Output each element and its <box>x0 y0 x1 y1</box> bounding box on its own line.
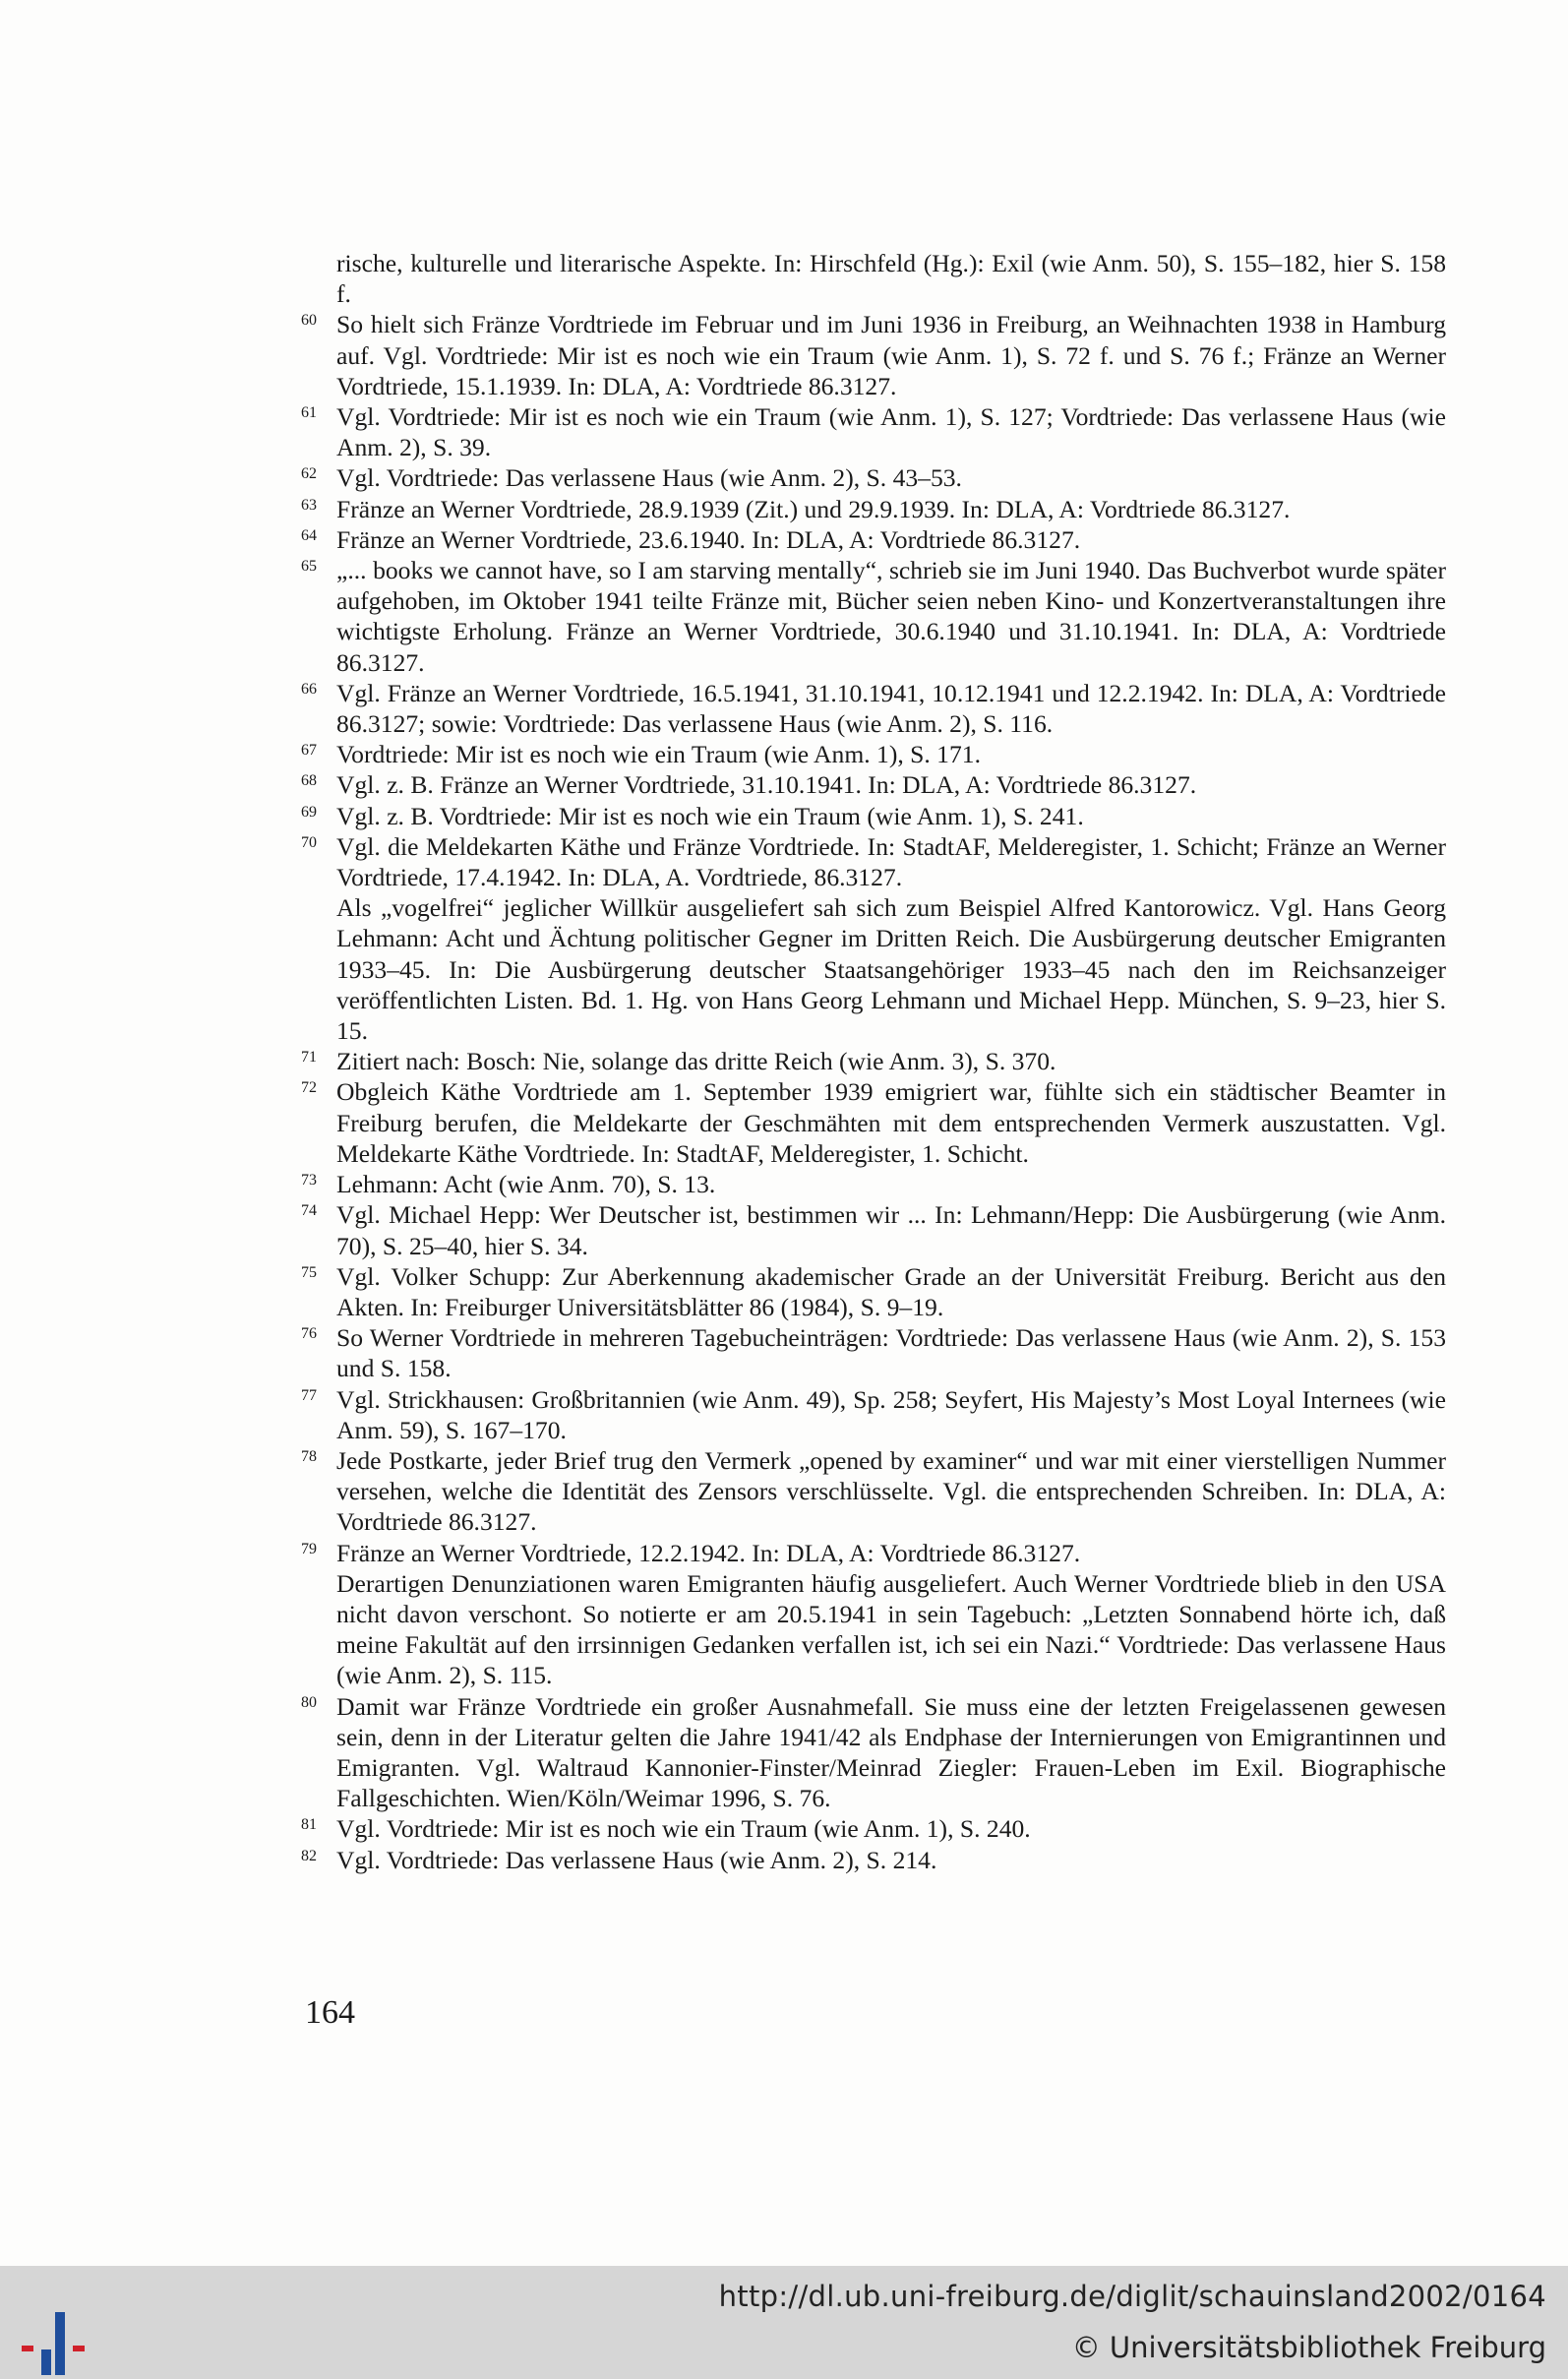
footnote-66 <box>301 678 1446 739</box>
library-logo-icon <box>20 2312 98 2375</box>
footnote-text: Damit war Fränze Vordtriede ein großer Ausnahmefall. Sie muss eine der letzten Freigelassenen gewesen sein, denn in der Literatur gelten die Jahre 1941/42 als Endphase der Internierungen von Emigrantinnen und Emigranten. Vgl. Waltraud Kannonier-Finster/Meinrad Ziegler: Frauen-Leben im Exil. Biographische Fallgeschichten. Wien/Köln/Weimar 1996, S. 76. <box>336 1691 1446 1813</box>
footnote-text: Vgl. Vordtriede: Mir ist es noch wie ein Traum (wie Anm. 1), S. 240. <box>336 1814 1031 1844</box>
footnote-74 <box>301 1199 1446 1260</box>
footnote-number: 77 <box>301 1386 317 1404</box>
footnote-continuation <box>301 248 1446 309</box>
footnote-61 <box>301 401 1446 462</box>
footnote-text: Vgl. Fränze an Werner Vordtriede, 16.5.1941, 31.10.1941, 10.12.1941 und 12.2.1942. In: DLA, A: Vordtriede 86.3127; sowie: Vordtriede: Das verlassene Haus (wie Anm. 2), S. 116. <box>336 678 1446 739</box>
page-number: 164 <box>305 1994 355 2031</box>
footnote-70 <box>301 831 1446 1046</box>
footnote-number: 67 <box>301 742 317 760</box>
footnote-62 <box>301 462 1446 493</box>
footnote-63 <box>301 494 1446 524</box>
footnote-text: Vgl. die Meldekarten Käthe und Fränze Vordtriede. In: StadtAF, Melderegister, 1. Schicht; Fränze an Werner Vordtriede, 17.4.1942. In: DLA, A. Vordtriede, 86.3127. <box>336 831 1446 892</box>
footnote-text: Vgl. Vordtriede: Das verlassene Haus (wie Anm. 2), S. 214. <box>336 1845 937 1874</box>
footnote-78 <box>301 1445 1446 1538</box>
footnote-65 <box>301 555 1446 678</box>
footnote-number: 72 <box>301 1079 317 1097</box>
footnote-67 <box>301 739 1446 769</box>
footnote-number: 82 <box>301 1847 317 1864</box>
footnote-text-continued: Derartigen Denunziationen waren Emigranten häufig ausgeliefert. Auch Werner Vordtriede blieb in den USA nicht davon verschont. So notierte er am 20.5.1941 in sein Tagebuch: „Letzten Sonnabend hörte ich, daß meine Fakultät auf den irrsinnigen Gedanken verfallen ist, ich sei ein Nazi.“ Vordtriede: Das verlassene Haus (wie Anm. 2), S. 115. <box>336 1568 1446 1690</box>
footnote-number: 75 <box>301 1263 317 1281</box>
footnote-69 <box>301 801 1446 831</box>
footnote-number: 70 <box>301 833 317 851</box>
footnote-number: 69 <box>301 803 317 821</box>
footnotes <box>301 248 1446 1875</box>
footnote-number: 61 <box>301 404 317 422</box>
footnote-text: Zitiert nach: Bosch: Nie, solange das dritte Reich (wie Anm. 3), S. 370. <box>336 1047 1056 1076</box>
footnote-72 <box>301 1076 1446 1169</box>
footnote-number: 71 <box>301 1049 317 1067</box>
footnote-text-continued: Als „vogelfrei“ jeglicher Willkür ausgeliefert sah sich zum Beispiel Alfred Kantorowicz. Vgl. Hans Georg Lehmann: Acht und Ächtung politischer Gegner im Dritten Reich. Die Ausbürgerung deutscher Emigranten 1933–45. In: Die Ausbürgerung deutscher Staatsangehöriger 1933–45 nach den im Reichsanzeiger veröffentlichten Listen. Bd. 1. Hg. von Hans Georg Lehmann und Michael Hepp. München, S. 9–23, hier S. 15. <box>336 893 1446 1046</box>
footnote-text: Vordtriede: Mir ist es noch wie ein Traum (wie Anm. 1), S. 171. <box>336 740 981 769</box>
footnote-77 <box>301 1384 1446 1445</box>
footnote-number: 80 <box>301 1693 317 1711</box>
footnote-81 <box>301 1813 1446 1844</box>
footnote-71 <box>301 1046 1446 1076</box>
footnote-text: Lehmann: Acht (wie Anm. 70), S. 13. <box>336 1170 716 1199</box>
footnote-number: 60 <box>301 312 317 330</box>
footnote-number: 73 <box>301 1172 317 1190</box>
footnote-text: Vgl. z. B. Vordtriede: Mir ist es noch wie ein Traum (wie Anm. 1), S. 241. <box>336 801 1084 830</box>
footnote-number: 79 <box>301 1540 317 1557</box>
footnote-text: Vgl. Volker Schupp: Zur Aberkennung akademischer Grade an der Universität Freiburg. Bericht aus den Akten. In: Freiburger Universitätsblätter 86 (1984), S. 9–19. <box>336 1261 1446 1321</box>
footnote-64 <box>301 524 1446 555</box>
footnote-text: rische, kulturelle und literarische Aspekte. In: Hirschfeld (Hg.): Exil (wie Anm. 50), S. 155–182, hier S. 158 f. <box>336 249 1446 309</box>
footnote-text: Vgl. Michael Hepp: Wer Deutscher ist, bestimmen wir ... In: Lehmann/Hepp: Die Ausbürgerung (wie Anm. 70), S. 25–40, hier S. 34. <box>336 1200 1446 1260</box>
footnote-text: Vgl. Vordtriede: Mir ist es noch wie ein Traum (wie Anm. 1), S. 127; Vordtriede: Das verlassene Haus (wie Anm. 2), S. 39. <box>336 402 1446 462</box>
permalink-link[interactable]: http://dl.ub.uni-freiburg.de/diglit/schauinsland2002/0164 <box>718 2280 1546 2313</box>
footnote-79 <box>301 1538 1446 1691</box>
footnote-text: „... books we cannot have, so I am starving mentally“, schrieb sie im Juni 1940. Das Buchverbot wurde später aufgehoben, im Oktober 1941 teilte Fränze mit, Bücher seien neben Kino- und Konzertveranstaltungen ihre wichtigste Erholung. Fränze an Werner Vordtriede, 30.6.1940 und 31.10.1941. In: DLA, A: Vordtriede 86.3127. <box>336 556 1446 677</box>
footnote-number: 74 <box>301 1202 317 1220</box>
footnote-number: 65 <box>301 558 317 576</box>
footnote-number: 68 <box>301 772 317 790</box>
footnote-text: Obgleich Käthe Vordtriede am 1. September 1939 emigriert war, fühlte sich ein städtischer Beamter in Freiburg berufen, die Meldekarte der Geschmähten mit dem entsprechenden Vermerk auszustatten. Vgl. Meldekarte Käthe Vordtriede. In: StadtAF, Melderegister, 1. Schicht. <box>336 1077 1446 1168</box>
footnote-80 <box>301 1691 1446 1814</box>
footnote-text: Fränze an Werner Vordtriede, 28.9.1939 (Zit.) und 29.9.1939. In: DLA, A: Vordtriede 86.3127. <box>336 494 1291 523</box>
footnote-number: 62 <box>301 465 317 483</box>
footnote-number: 78 <box>301 1447 317 1465</box>
footnote-73 <box>301 1169 1446 1199</box>
footnote-75 <box>301 1261 1446 1322</box>
footnote-82 <box>301 1845 1446 1875</box>
footnote-text: Jede Postkarte, jeder Brief trug den Vermerk „opened by examiner“ und war mit einer vierstelligen Nummer versehen, welche die Identität des Zensors verschlüsselte. Vgl. die entsprechenden Schreiben. In: DLA, A: Vordtriede 86.3127. <box>336 1445 1446 1537</box>
footnote-number: 66 <box>301 680 317 698</box>
copyright-notice <box>1072 2331 1546 2364</box>
footnote-76 <box>301 1322 1446 1383</box>
footnote-text: Fränze an Werner Vordtriede, 23.6.1940. In: DLA, A: Vordtriede 86.3127. <box>336 524 1081 554</box>
footnote-60 <box>301 309 1446 401</box>
footnote-text: So Werner Vordtriede in mehreren Tagebucheinträgen: Vordtriede: Das verlassene Haus (wie Anm. 2), S. 153 und S. 158. <box>336 1323 1446 1383</box>
viewer-footer <box>0 2266 1568 2379</box>
footnote-text: Vgl. z. B. Fränze an Werner Vordtriede, 31.10.1941. In: DLA, A: Vordtriede 86.3127. <box>336 770 1197 800</box>
footnote-text: Vgl. Strickhausen: Großbritannien (wie Anm. 49), Sp. 258; Seyfert, His Majesty’s Most Loyal Internees (wie Anm. 59), S. 167–170. <box>336 1384 1446 1444</box>
footnote-number: 64 <box>301 526 317 544</box>
footnote-number: 81 <box>301 1816 317 1834</box>
footnote-text: Fränze an Werner Vordtriede, 12.2.1942. In: DLA, A: Vordtriede 86.3127. <box>336 1538 1081 1567</box>
permalink[interactable] <box>719 2280 1546 2313</box>
copyright-text: © Universitätsbibliothek Freiburg <box>1071 2331 1546 2364</box>
footnote-text: Vgl. Vordtriede: Das verlassene Haus (wie Anm. 2), S. 43–53. <box>336 463 962 493</box>
footnote-68 <box>301 769 1446 800</box>
footnote-text: So hielt sich Fränze Vordtriede im Februar und im Juni 1936 in Freiburg, an Weihnachten 1938 in Hamburg auf. Vgl. Vordtriede: Mir ist es noch wie ein Traum (wie Anm. 1), S. 72 f. und S. 76 f.; Fränze an Werner Vordtriede, 15.1.1939. In: DLA, A: Vordtriede 86.3127. <box>336 310 1446 400</box>
footnote-number: 63 <box>301 496 317 514</box>
footnote-number: 76 <box>301 1325 317 1343</box>
